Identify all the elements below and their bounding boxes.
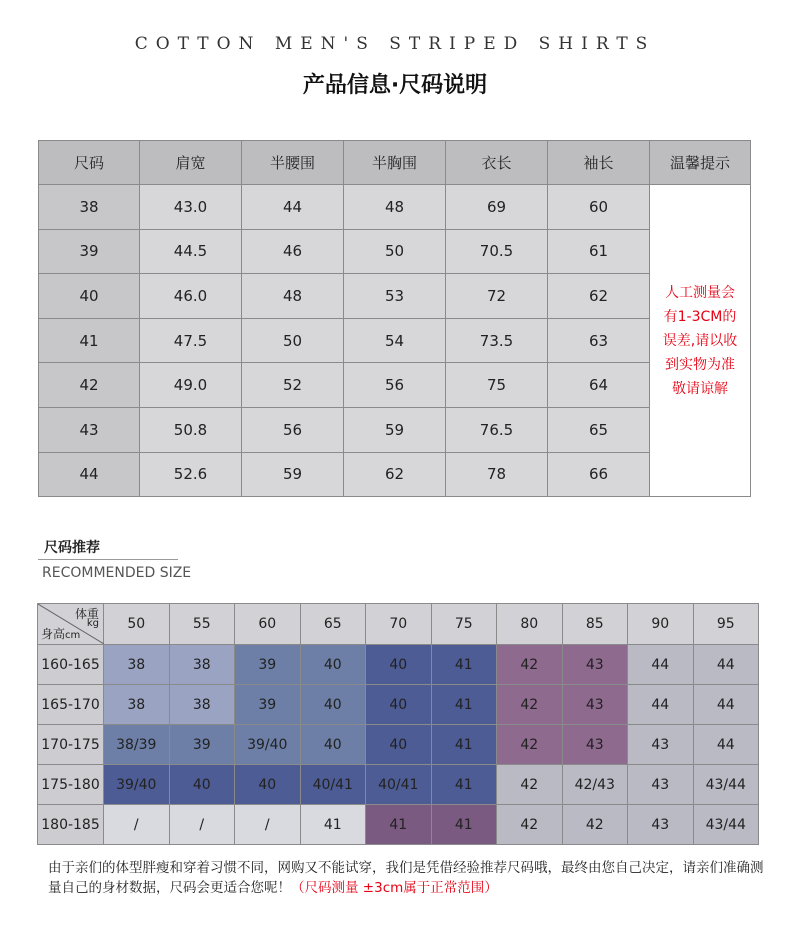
recommended-size-cell: 39/40 [235,725,301,765]
corner-kg-label: kg [86,618,99,629]
recommended-size-cell: 38 [104,645,170,685]
weight-header-cell: 80 [497,604,563,645]
recommended-size-cell: 40 [235,765,301,805]
recommended-size-cell: 43 [628,725,694,765]
recommended-size-cell: 39 [235,685,301,725]
recommended-size-cell: 44 [693,685,759,725]
size-value-cell: 61 [548,229,650,274]
recommended-size-cell: 40 [169,765,235,805]
recommended-size-cell: 38 [169,645,235,685]
recommended-size-cell: 40 [366,685,432,725]
recommended-size-cell: 40/41 [300,765,366,805]
note-line: 误差,请以收 [662,332,738,349]
recommended-size-cell: 42 [497,685,563,725]
height-range-cell: 165-170 [38,685,104,725]
size-table [38,140,751,497]
size-header-cell: 尺码 [39,141,140,185]
size-value-cell: 69 [446,185,548,230]
size-value-cell: 64 [548,363,650,408]
weight-header-cell: 95 [693,604,759,645]
table-row [39,363,751,408]
size-label-cell: 42 [39,363,140,408]
recommended-size-cell: 43 [628,765,694,805]
table-row [39,318,751,363]
size-value-cell: 52.6 [140,452,242,497]
footnote [48,858,768,898]
size-value-cell: 48 [242,274,344,319]
size-value-cell: 46 [242,229,344,274]
recommended-size-cell: 41 [300,805,366,845]
recommended-size-cell: 44 [628,645,694,685]
table-row [38,685,759,725]
recommended-size-cell: / [104,805,170,845]
table-row [39,452,751,497]
weight-header-cell: 90 [628,604,694,645]
size-value-cell: 66 [548,452,650,497]
height-range-cell: 160-165 [38,645,104,685]
size-value-cell: 56 [242,407,344,452]
table-row [39,229,751,274]
recommended-size-cell: / [169,805,235,845]
table-row [38,765,759,805]
recommended-size-cell: 40 [366,725,432,765]
recommended-size-cell: 42/43 [562,765,628,805]
size-value-cell: 60 [548,185,650,230]
weight-header-cell: 50 [104,604,170,645]
height-range-cell: 180-185 [38,805,104,845]
weight-header-cell: 75 [431,604,497,645]
size-value-cell: 62 [344,452,446,497]
weight-header-cell: 85 [562,604,628,645]
table-row [38,725,759,765]
size-value-cell: 75 [446,363,548,408]
recommended-size-cell: 38 [169,685,235,725]
recommended-size-cell: 39/40 [104,765,170,805]
recommended-size-cell: 42 [497,765,563,805]
size-value-cell: 49.0 [140,363,242,408]
recommended-size-cell: 42 [497,805,563,845]
page-title: 产品信息·尺码说明 [302,73,488,98]
weight-header-cell: 70 [366,604,432,645]
size-header-cell: 袖长 [548,141,650,185]
corner-cm-label: cm [65,630,81,641]
size-value-cell: 78 [446,452,548,497]
size-value-cell: 50.8 [140,407,242,452]
size-value-cell: 50 [344,229,446,274]
recommended-size-cell: 41 [431,685,497,725]
size-label-cell: 43 [39,407,140,452]
size-value-cell: 63 [548,318,650,363]
note-line: 有1-3CM的 [663,308,737,325]
recommended-size-cell: 39 [169,725,235,765]
table-row [38,645,759,685]
size-value-cell: 52 [242,363,344,408]
size-label-cell: 44 [39,452,140,497]
weight-header-cell: 55 [169,604,235,645]
recommended-size-cell: 42 [497,725,563,765]
recommend-header [38,604,759,645]
recommended-size-cell: 41 [366,805,432,845]
weight-header-cell: 60 [235,604,301,645]
size-value-cell: 72 [446,274,548,319]
note-line: 敬请谅解 [672,380,728,397]
corner-height-wrap [41,625,80,642]
size-value-cell: 76.5 [446,407,548,452]
recommended-size-cell: / [235,805,301,845]
height-range-cell: 175-180 [38,765,104,805]
divider [38,559,178,560]
recommended-size-cell: 40/41 [366,765,432,805]
english-title: COTTON MEN'S STRIPED SHIRTS [134,34,656,54]
recommended-size-cell: 39 [235,645,301,685]
recommend-table [37,603,759,845]
size-value-cell: 48 [344,185,446,230]
recommended-size-cell: 40 [300,645,366,685]
recommended-size-cell: 40 [300,685,366,725]
size-header-cell: 半腰围 [242,141,344,185]
size-value-cell: 73.5 [446,318,548,363]
weight-header-cell: 65 [300,604,366,645]
recommend-subtitle: RECOMMENDED SIZE [42,565,192,581]
recommended-size-cell: 43 [562,645,628,685]
recommended-size-cell: 42 [497,645,563,685]
recommended-size-cell: 38 [104,685,170,725]
size-value-cell: 54 [344,318,446,363]
size-value-cell: 59 [242,452,344,497]
size-value-cell: 46.0 [140,274,242,319]
recommended-size-cell: 43 [562,725,628,765]
recommended-size-cell: 38/39 [104,725,170,765]
size-value-cell: 43.0 [140,185,242,230]
recommended-size-cell: 42 [562,805,628,845]
note-line: 到实物为准 [665,356,735,373]
size-value-cell: 62 [548,274,650,319]
size-label-cell: 38 [39,185,140,230]
recommended-size-cell: 41 [431,805,497,845]
recommended-size-cell: 41 [431,765,497,805]
recommend-title: 尺码推荐 [44,540,100,556]
size-label-cell: 39 [39,229,140,274]
size-table-header [39,141,751,185]
corner-height-label: 身高 [41,627,66,641]
recommended-size-cell: 43/44 [693,765,759,805]
size-header-cell: 肩宽 [140,141,242,185]
size-value-cell: 44.5 [140,229,242,274]
table-row [38,805,759,845]
size-value-cell: 70.5 [446,229,548,274]
corner-cell [38,604,104,645]
recommended-size-cell: 43/44 [693,805,759,845]
size-header-cell: 温馨提示 [650,141,751,185]
corner-weight-label: 体重 [74,607,99,621]
size-value-cell: 53 [344,274,446,319]
size-value-cell: 65 [548,407,650,452]
size-label-cell: 40 [39,274,140,319]
recommended-size-cell: 41 [431,645,497,685]
size-value-cell: 59 [344,407,446,452]
table-row [39,407,751,452]
recommended-size-cell: 40 [300,725,366,765]
size-value-cell: 47.5 [140,318,242,363]
recommended-size-cell: 43 [562,685,628,725]
footnote-highlight: （尺码测量 ±3cm属于正常范围） [291,880,498,896]
recommended-size-cell: 43 [628,805,694,845]
measurement-note [650,185,751,497]
height-range-cell: 170-175 [38,725,104,765]
recommended-size-cell: 44 [693,645,759,685]
recommended-size-cell: 44 [628,685,694,725]
size-label-cell: 41 [39,318,140,363]
recommended-size-cell: 41 [431,725,497,765]
recommended-size-cell: 44 [693,725,759,765]
size-value-cell: 50 [242,318,344,363]
size-value-cell: 44 [242,185,344,230]
size-value-cell: 56 [344,363,446,408]
size-header-cell: 衣长 [446,141,548,185]
table-row [39,274,751,319]
table-row [39,185,751,230]
footnote-text: 由于亲们的体型胖瘦和穿着习惯不同，网购又不能试穿，我们是凭借经验推荐尺码哦，最终由您自己决定，请亲们准确测量自己的身材数据，尺码会更适合您呢！ [48,860,764,896]
size-header-cell: 半胸围 [344,141,446,185]
note-line: 人工测量会 [665,284,735,301]
recommended-size-cell: 40 [366,645,432,685]
